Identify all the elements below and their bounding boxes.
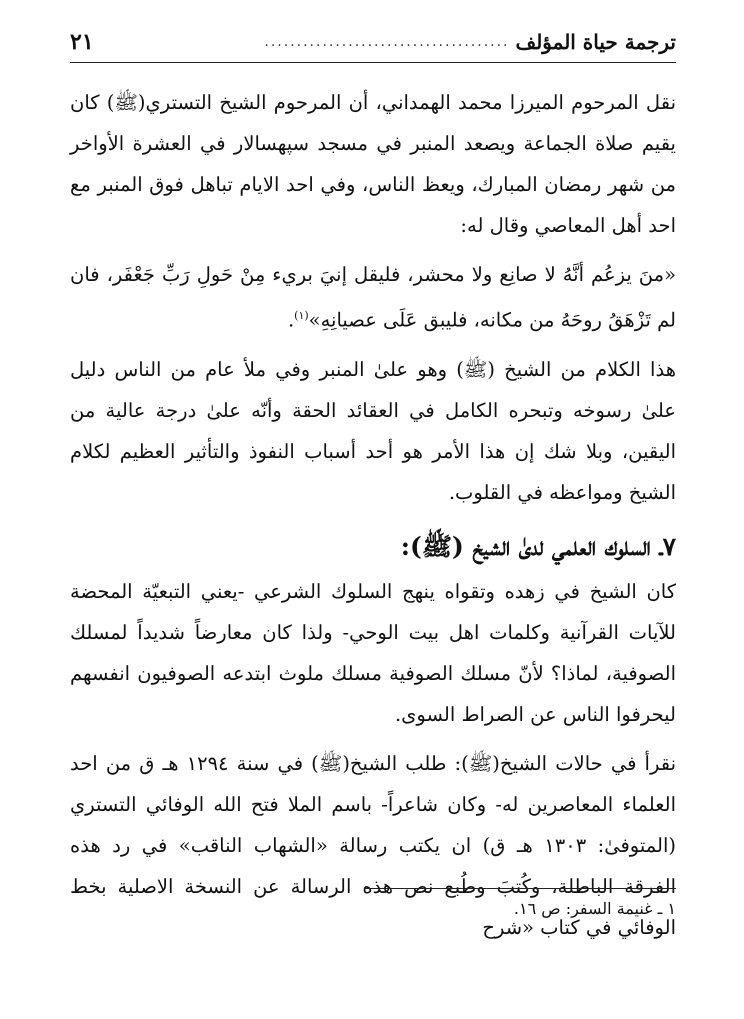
paragraph-text: نقل المرحوم الميرزا محمد الهمداني، أن المرحوم الشيخ التستري(ﷺ) كان يقيم صلاة الجماعة ويصعد المنبر في مسجد سپهسالار في العشرة الأواخر من شهر رمضان المبارك، ويعظ الناس، وفي احد الايام تباهل فوق المنبر مع احد أهل المعاصي وقال له: bbox=[70, 91, 676, 237]
footnote-reference: (١) bbox=[294, 309, 309, 322]
paragraph-2-quote bbox=[70, 254, 676, 341]
paragraph-1 bbox=[70, 82, 676, 246]
page-header bbox=[70, 22, 676, 63]
quote-text: «منَ يزعُم أنَّهُ لا صانِع ولا محشر، فليقل إنيَ بريء مِنْ حَولِ رَبِّ جَعْفَر، فان لم تَزْهَقُ روحَهُ من مكانه، فليبق عَلَى عصيانِهِ»$^{(١)}$. bbox=[70, 263, 676, 332]
paragraph-4 bbox=[70, 571, 676, 735]
paragraph-text: كان الشيخ في زهده وتقواه ينهج السلوك الشرعي -يعني التبعيّة المحضة للآيات القرآنية وكلمات اهل بيت الوحي- ولذا كان معارضاً شديداً لمسلك الصوفية، لماذا؟ لأنّ مسلك الصوفية مسلك ملوث ابتدعه الصوفيون انفسهم ليحرفوا الناس عن الصراط السوى. bbox=[70, 579, 676, 726]
paragraph-text: نقرأ في حالات الشيخ(ﷺ): طلب الشيخ(ﷺ) في سنة ١٢٩٤ هـ ق من احد العلماء المعاصرين له- وكان شاعراً- باسم الملا فتح الله الوفائي التستري (المتوفىٰ: ١٣٠٣ هـ ق) ان يكتب رسالة «الشهاب الناقب» في رد هذه الفرقة الباطلة، وكُتبَ وطُبع نص هذه الرسالة عن النسخة الاصلية بخط الوفائي في كتاب «شرح bbox=[70, 751, 676, 939]
page-number: ٢١ bbox=[70, 29, 94, 55]
footnote-separator bbox=[364, 888, 676, 889]
page-body bbox=[70, 82, 676, 956]
running-title: ترجمة حياة المؤلف bbox=[515, 30, 676, 54]
footnote: ١ ـ غنيمة السفر: ص ١٦. bbox=[513, 899, 676, 918]
paragraph-text: هذا الكلام من الشيخ (ﷺ) وهو علىٰ المنبر وفي ملأ عام من الناس دليل علىٰ رسوخه وتبحره الكامل في العقائد الحقة وأنّه علىٰ درجة عالية من اليقين، وبلا شك إن هذا الأمر هو أحد أسباب النفوذ والتأثير العظيم لكلام الشيخ ومواعظه في القلوب. bbox=[70, 357, 676, 504]
section-heading: ٧ـ السلوك العلمي لدىٰ الشيخ (ﷺ): bbox=[400, 531, 676, 561]
quote-body: «منَ يزعُم أنَّهُ لا صانِع ولا محشر، فليقل إنيَ بريء مِنْ حَولِ رَبِّ جَعْفَر، فان لم تَزْهَقُ روحَهُ من مكانه، فليبق عَلَى عصيانِهِ» bbox=[70, 263, 676, 332]
paragraph-3 bbox=[70, 349, 676, 513]
header-leader-dots: ...................................... bbox=[264, 34, 510, 50]
